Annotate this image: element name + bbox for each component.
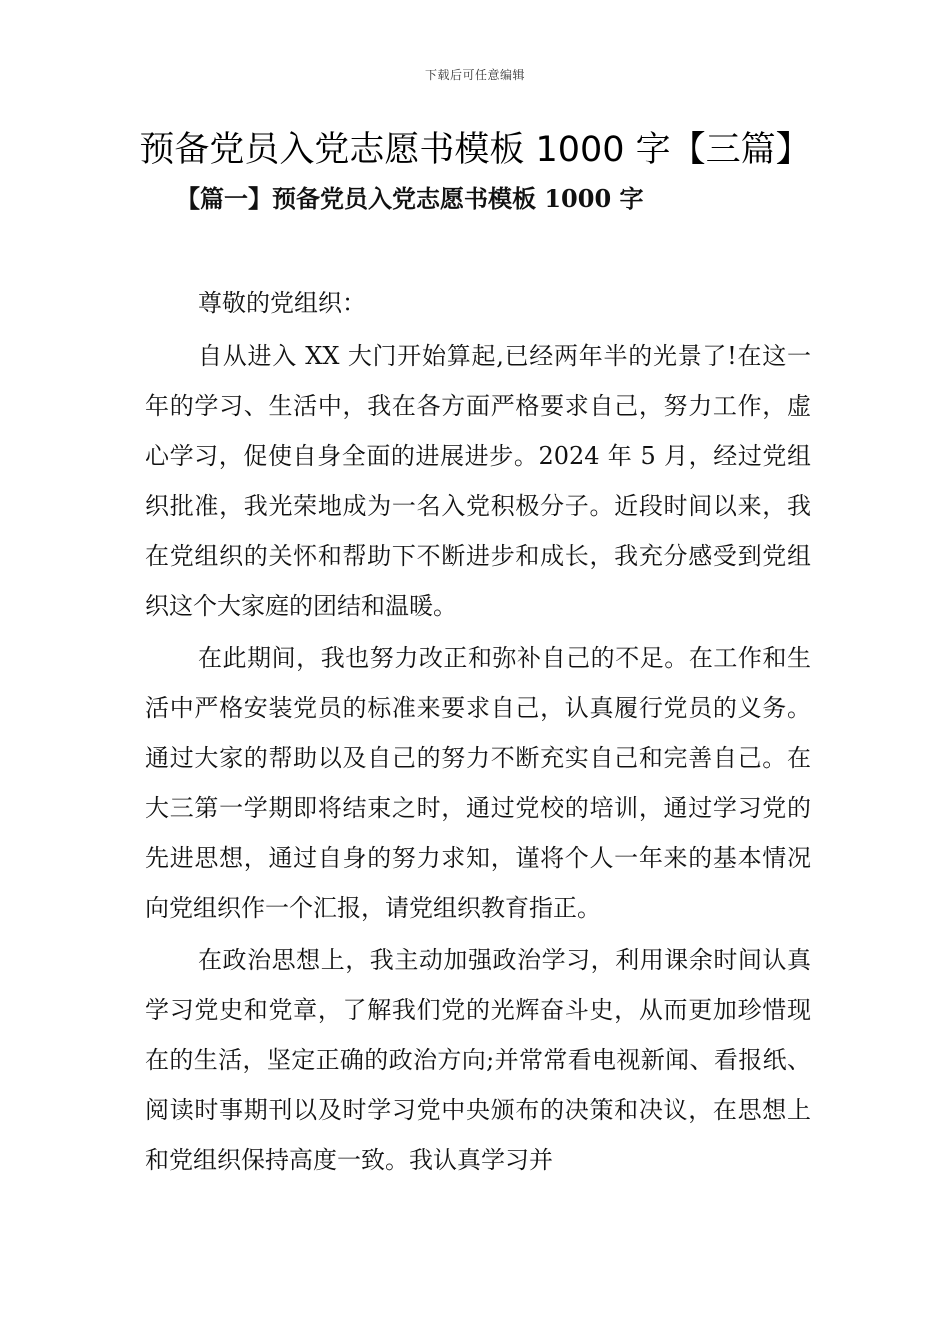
section-title: 【篇一】预备党员入党志愿书模板 1000 字 bbox=[176, 184, 644, 213]
paragraph-3: 在政治思想上，我主动加强政治学习，利用课余时间认真学习党史和党章，了解我们党的光辉奋斗史，从而更加珍惜现在的生活，坚定正确的政治方向;并常常看电视新闻、看报纸、阅读时事期刊以及时学习党中央颁布的决策和决议，在思想上和党组织保持高度一致。我认真学习并 bbox=[145, 946, 811, 1174]
salutation: 尊敬的党组织： bbox=[198, 289, 366, 317]
header-note: 下载后可任意编辑 bbox=[424, 68, 525, 82]
paragraph-2: 在此期间，我也努力改正和弥补自己的不足。在工作和生活中严格安装党员的标准来要求自己，认真履行党员的义务。通过大家的帮助以及自己的努力不断充实自己和完善自己。在大三第一学期即将结束之时，通过党校的培训，通过学习党的先进思想，通过自身的努力求知，谨将个人一年来的基本情况向党组织作一个汇报，请党组织教育指正。 bbox=[145, 644, 811, 922]
paragraph-1: 自从进入 XX 大门开始算起,已经两年半的光景了!在这一年的学习、生活中，我在各方面严格要求自己，努力工作，虚心学习，促使自身全面的进展进步。2024 年 5 月，经过党组织批准，我光荣地成为一名入党积极分子。近段时间以来，我在党组织的关怀和帮助下不断进步和成长，我充分感受到党组织这个大家庭的团结和温暖。 bbox=[145, 342, 811, 620]
document-title: 预备党员入党志愿书模板 1000 字【三篇】 bbox=[139, 130, 811, 170]
letter-body bbox=[145, 278, 811, 1185]
